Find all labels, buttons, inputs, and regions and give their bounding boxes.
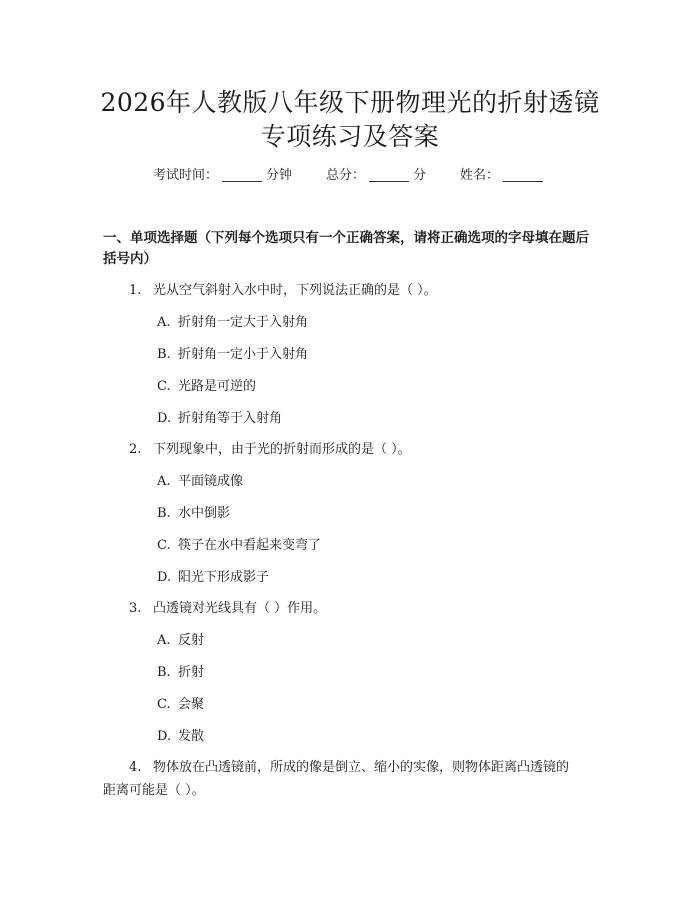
question-1-option-c [157, 377, 256, 397]
option-text: 筷子在水中看起来变弯了 [178, 538, 322, 553]
question-text: 凸透镜对光线具有（ ）作用。 [153, 601, 327, 616]
option-text: 水中倒影 [178, 506, 231, 521]
question-2-option-b [157, 504, 230, 524]
option-letter: A. [157, 633, 171, 648]
option-letter: B. [157, 506, 171, 521]
time-label: 考试时间： [152, 168, 218, 183]
score-unit: 分 [413, 168, 427, 183]
option-letter: C. [157, 538, 171, 553]
question-2 [103, 439, 598, 461]
question-text: 光从空气斜射入水中时，下列说法正确的是（ ）。 [153, 283, 437, 298]
option-text: 折射角一定小于入射角 [178, 347, 309, 362]
question-1 [103, 280, 598, 302]
option-text: 发散 [178, 729, 205, 744]
option-letter: C. [157, 697, 171, 712]
section-title: 一、单项选择题（下列每个选项只有一个正确答案，请将正确选项的字母填在题后括号内） [103, 230, 589, 267]
document-title-line2: 专项练习及答案 [260, 122, 440, 151]
question-text: 下列现象中，由于光的折射而形成的是（ ）。 [153, 442, 411, 457]
option-text: 会聚 [178, 697, 205, 712]
question-number: 3. [129, 601, 142, 616]
question-number: 4. [129, 760, 142, 775]
question-3 [103, 598, 598, 620]
question-3-option-d [157, 727, 204, 747]
option-letter: C. [157, 379, 171, 394]
time-blank [222, 167, 262, 182]
option-text: 折射 [178, 665, 205, 680]
option-text: 折射角一定大于入射角 [178, 315, 309, 330]
score-blank [369, 167, 409, 182]
option-letter: B. [157, 665, 171, 680]
question-2-option-a [157, 472, 243, 492]
name-label: 姓名： [460, 168, 500, 183]
option-letter: D. [157, 411, 172, 426]
option-letter: A. [157, 474, 171, 489]
option-text: 折射角等于入射角 [178, 411, 283, 426]
option-text: 光路是可逆的 [178, 379, 257, 394]
question-text-line1: 物体放在凸透镜前，所成的像是倒立、缩小的实像，则物体距离凸透镜的 [153, 760, 570, 775]
score-label: 总分： [325, 168, 365, 183]
question-number: 1. [129, 283, 142, 298]
question-2-option-c [157, 536, 321, 556]
option-letter: A. [157, 315, 171, 330]
option-letter: D. [157, 570, 172, 585]
option-letter: D. [157, 729, 172, 744]
question-3-option-c [157, 695, 204, 715]
question-1-option-a [157, 313, 308, 333]
option-text: 反射 [178, 633, 205, 648]
question-2-option-d [157, 568, 269, 588]
question-3-option-a [157, 631, 204, 651]
question-number: 2. [129, 442, 142, 457]
question-1-option-b [157, 345, 308, 365]
option-text: 平面镜成像 [178, 474, 244, 489]
document-title-line1: 2026年人教版八年级下册物理光的折射透镜 [100, 88, 600, 117]
question-4 [103, 757, 598, 779]
name-blank [503, 167, 543, 182]
question-3-option-b [157, 663, 204, 683]
exam-info-row [0, 166, 700, 186]
question-4-continued [103, 780, 598, 802]
question-1-option-d [157, 409, 282, 429]
time-unit: 分钟 [265, 168, 292, 183]
option-text: 阳光下形成影子 [178, 570, 270, 585]
question-text-line2: 距离可能是（ ）。 [103, 783, 205, 798]
option-letter: B. [157, 347, 171, 362]
